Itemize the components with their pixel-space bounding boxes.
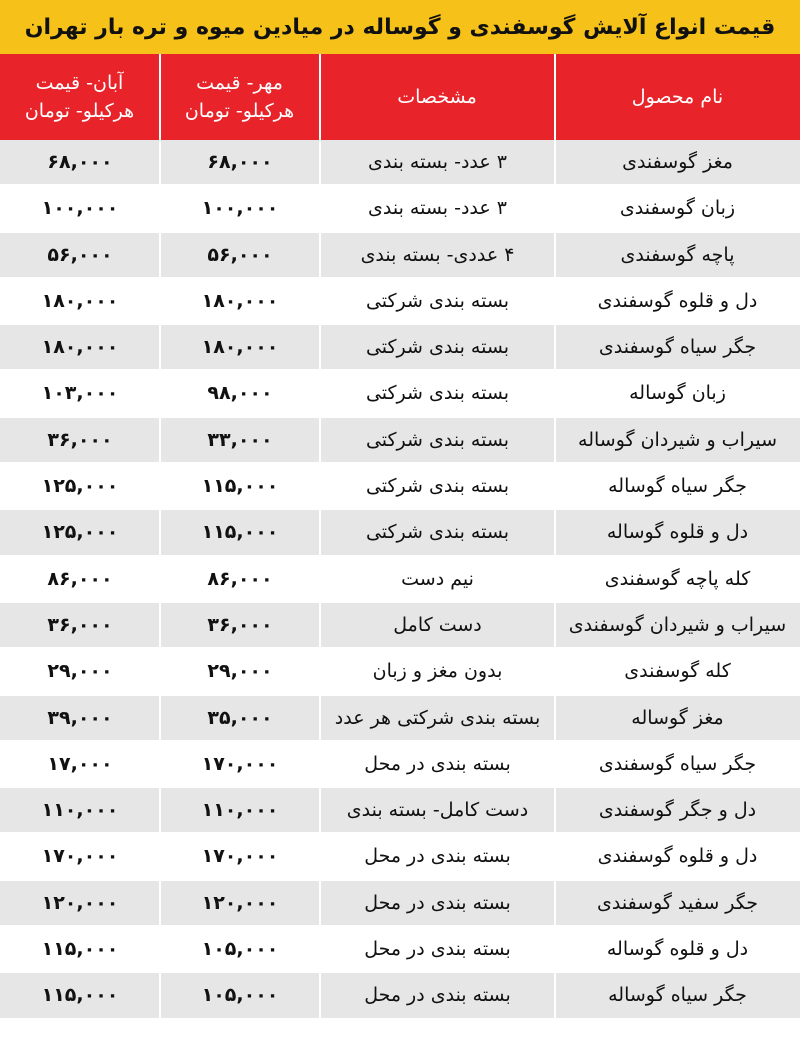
table-row xyxy=(0,696,800,742)
mehr-price-cell: ۱۰۵,۰۰۰ xyxy=(201,984,279,1007)
header-specs: مشخصات xyxy=(397,86,477,108)
aban-price-cell: ۱۱۵,۰۰۰ xyxy=(41,938,119,961)
table-row xyxy=(0,233,800,279)
specs-cell: بسته بندی در محل xyxy=(364,891,511,914)
aban-price-cell: ۳۶,۰۰۰ xyxy=(47,613,113,636)
mehr-price-cell: ۳۳,۰۰۰ xyxy=(207,428,273,451)
specs-cell: نیم دست xyxy=(401,567,474,590)
header-product-name: نام محصول xyxy=(631,86,724,108)
mehr-price-cell: ۳۶,۰۰۰ xyxy=(207,613,273,636)
specs-cell: ۳ عدد- بسته بندی xyxy=(368,151,507,173)
specs-cell: بسته بندی در محل xyxy=(364,752,511,775)
specs-cell: بسته بندی در محل xyxy=(364,938,511,961)
specs-cell: بدون مغز و زبان xyxy=(372,660,503,683)
table-row xyxy=(0,279,800,325)
specs-cell: بسته بندی شرکتی هر عدد xyxy=(334,706,541,729)
table-header-row xyxy=(0,54,800,140)
specs-cell: ۳ عدد- بسته بندی xyxy=(368,197,507,220)
aban-price-cell: ۱۱۰,۰۰۰ xyxy=(41,799,119,822)
header-divider xyxy=(554,54,556,140)
column-divider xyxy=(159,140,161,1052)
aban-price-cell: ۵۶,۰۰۰ xyxy=(47,243,113,266)
specs-cell: بسته بندی شرکتی xyxy=(365,289,510,312)
aban-price-cell: ۶۸,۰۰۰ xyxy=(47,151,113,173)
mehr-price-cell: ۱۰۵,۰۰۰ xyxy=(201,938,279,961)
mehr-price-cell: ۱۷۰,۰۰۰ xyxy=(201,752,279,775)
product-name-cell: زبان گوسفندی xyxy=(619,197,736,220)
aban-price-cell: ۸۶,۰۰۰ xyxy=(47,567,113,590)
product-name-cell: دل و قلوه گوسفندی xyxy=(597,289,758,312)
page-title: قیمت انواع آلایش گوسفندی و گوساله در میادین میوه و تره بار تهران xyxy=(24,14,776,40)
product-name-cell: سیراب و شیردان گوساله xyxy=(578,428,777,451)
column-divider xyxy=(554,140,556,1052)
product-name-cell: دل و جگر گوسفندی xyxy=(598,799,757,822)
table-row xyxy=(0,418,800,464)
specs-cell: بسته بندی در محل xyxy=(364,984,511,1007)
table-row xyxy=(0,881,800,927)
mehr-price-cell: ۱۱۵,۰۰۰ xyxy=(201,475,279,498)
mehr-price-cell: ۲۹,۰۰۰ xyxy=(207,660,273,683)
table-row xyxy=(0,649,800,695)
product-name-cell: جگر سیاه گوساله xyxy=(608,984,747,1007)
aban-price-cell: ۱۷۰,۰۰۰ xyxy=(41,845,119,868)
mehr-price-cell: ۱۱۵,۰۰۰ xyxy=(201,521,279,544)
product-name-cell: زبان گوساله xyxy=(629,382,726,405)
mehr-price-cell: ۳۵,۰۰۰ xyxy=(207,706,273,729)
aban-price-cell: ۳۹,۰۰۰ xyxy=(47,706,113,729)
product-name-cell: کله پاچه گوسفندی xyxy=(604,567,751,590)
header-divider xyxy=(319,54,321,140)
table-row xyxy=(0,927,800,973)
product-name-cell: دل و قلوه گوساله xyxy=(606,521,749,544)
specs-cell: دست کامل- بسته بندی xyxy=(346,799,529,822)
specs-cell: بسته بندی شرکتی xyxy=(365,475,510,498)
aban-price-cell: ۱۷,۰۰۰ xyxy=(47,752,113,775)
mehr-price-cell: ۶۸,۰۰۰ xyxy=(207,151,273,173)
product-name-cell: دل و قلوه گوساله xyxy=(606,938,749,961)
aban-price-cell: ۱۲۰,۰۰۰ xyxy=(41,891,119,914)
product-name-cell: جگر سیاه گوسفندی xyxy=(598,336,757,359)
mehr-price-cell: ۱۷۰,۰۰۰ xyxy=(201,845,279,868)
mehr-price-cell: ۸۶,۰۰۰ xyxy=(207,567,273,590)
aban-price-cell: ۳۶,۰۰۰ xyxy=(47,428,113,451)
product-name-cell: جگر سیاه گوسفندی xyxy=(598,752,757,775)
mehr-price-cell: ۹۸,۰۰۰ xyxy=(207,382,273,405)
mehr-price-cell: ۱۸۰,۰۰۰ xyxy=(201,289,279,312)
column-divider xyxy=(319,140,321,1052)
aban-price-cell: ۲۹,۰۰۰ xyxy=(47,660,113,683)
header-mehr-price: مهر- قیمت هرکیلو- تومان xyxy=(184,72,295,122)
specs-cell: بسته بندی شرکتی xyxy=(365,336,510,359)
specs-cell: ۴ عددی- بسته بندی xyxy=(360,243,515,266)
table-row xyxy=(0,140,800,186)
mehr-price-cell: ۱۲۰,۰۰۰ xyxy=(201,891,279,914)
mehr-price-cell: ۱۱۰,۰۰۰ xyxy=(201,799,279,822)
table-row xyxy=(0,371,800,417)
specs-cell: بسته بندی شرکتی xyxy=(365,521,510,544)
table-row xyxy=(0,788,800,834)
product-name-cell: مغز گوساله xyxy=(631,706,724,729)
specs-cell: دست کامل xyxy=(393,613,482,636)
aban-price-cell: ۱۸۰,۰۰۰ xyxy=(41,336,119,359)
title-bar xyxy=(0,0,800,54)
table-row xyxy=(0,742,800,788)
mehr-price-cell: ۱۰۰,۰۰۰ xyxy=(201,197,279,220)
product-name-cell: کله گوسفندی xyxy=(624,660,731,683)
specs-cell: بسته بندی در محل xyxy=(364,845,511,868)
aban-price-cell: ۱۲۵,۰۰۰ xyxy=(41,521,119,544)
aban-price-cell: ۱۱۵,۰۰۰ xyxy=(41,984,119,1007)
aban-price-cell: ۱۲۵,۰۰۰ xyxy=(41,475,119,498)
table-row xyxy=(0,510,800,556)
product-name-cell: مغز گوسفندی xyxy=(622,151,733,173)
aban-price-cell: ۱۸۰,۰۰۰ xyxy=(41,289,119,312)
specs-cell: بسته بندی شرکتی xyxy=(365,428,510,451)
specs-cell: بسته بندی شرکتی xyxy=(365,382,510,405)
table-row xyxy=(0,973,800,1019)
table-row xyxy=(0,557,800,603)
header-divider xyxy=(159,54,161,140)
table-row xyxy=(0,603,800,649)
product-name-cell: جگر سیاه گوساله xyxy=(608,475,747,498)
product-name-cell: پاچه گوسفندی xyxy=(620,243,735,266)
product-name-cell: سیراب و شیردان گوسفندی xyxy=(568,613,787,636)
table-row xyxy=(0,464,800,510)
mehr-price-cell: ۵۶,۰۰۰ xyxy=(207,243,273,266)
product-name-cell: جگر سفید گوسفندی xyxy=(597,891,759,914)
product-name-cell: دل و قلوه گوسفندی xyxy=(597,845,758,868)
mehr-price-cell: ۱۸۰,۰۰۰ xyxy=(201,336,279,359)
table-row xyxy=(0,325,800,371)
header-aban-price: آبان- قیمت هرکیلو- تومان xyxy=(24,72,135,122)
aban-price-cell: ۱۰۰,۰۰۰ xyxy=(41,197,119,220)
aban-price-cell: ۱۰۳,۰۰۰ xyxy=(41,382,119,405)
table-body xyxy=(0,140,800,1020)
table-row xyxy=(0,186,800,232)
table-row xyxy=(0,834,800,880)
